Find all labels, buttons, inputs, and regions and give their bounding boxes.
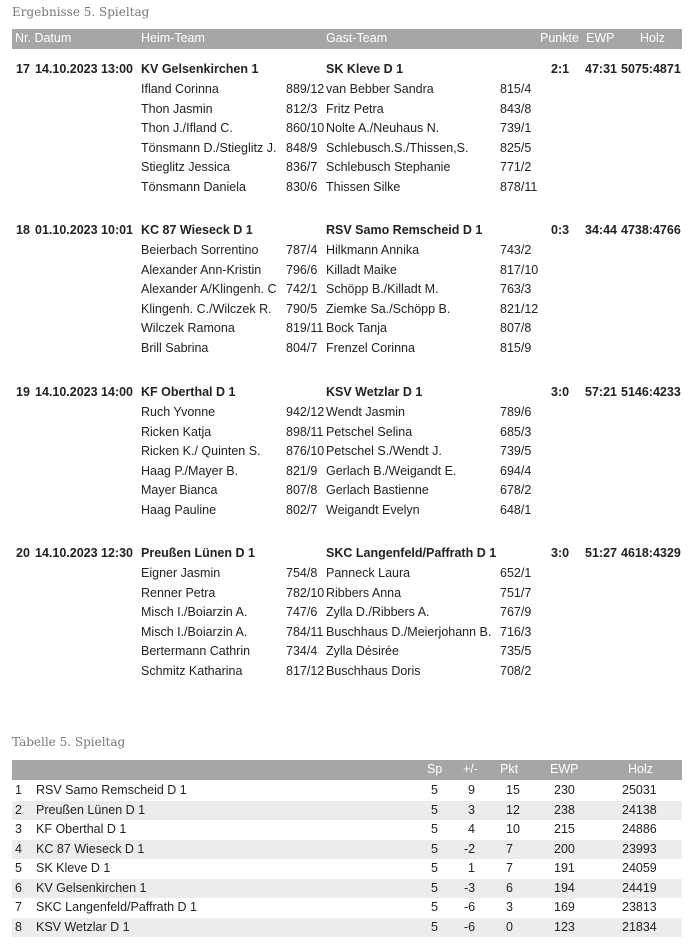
game-ewp: 57:21 <box>585 385 617 399</box>
away-player: Panneck Laura <box>326 566 411 580</box>
home-player-score: 812/3 <box>286 101 318 116</box>
away-player: Buschhaus D./Meierjohann B. <box>326 624 492 639</box>
away-player: Hilkmann Annika <box>326 243 420 257</box>
holz: 21834 <box>622 919 657 934</box>
home-player: Alexander Ann-Kristin <box>141 262 262 277</box>
game-date: 14.10.2023 12:30 <box>35 546 134 560</box>
home-team: Preußen Lünen D 1 <box>141 546 255 560</box>
rank: 2 <box>15 802 22 817</box>
home-player: Ricken Katja <box>141 424 212 439</box>
away-player-score: 767/9 <box>500 605 532 619</box>
away-player-score: 789/6 <box>500 405 532 419</box>
away-player-score: 825/5 <box>500 140 532 155</box>
game-holz: 5075:4871 <box>621 62 681 76</box>
home-player: Misch I./Boiarzin A. <box>141 605 248 619</box>
rank: 1 <box>15 783 22 797</box>
home-player: Renner Petra <box>141 585 216 600</box>
home-player-score: 790/5 <box>286 301 318 316</box>
games-played: 5 <box>431 822 438 836</box>
game-nr: 17 <box>16 62 30 76</box>
rank: 7 <box>15 900 22 914</box>
away-team: KSV Wetzlar D 1 <box>326 385 423 399</box>
col-gast-team: Gast-Team <box>326 31 388 45</box>
home-team: KV Gelsenkirchen 1 <box>141 62 259 76</box>
game-block <box>0 223 692 383</box>
games-played: 5 <box>431 880 438 895</box>
col-diff: +/- <box>463 762 478 776</box>
home-player-score: 819/11 <box>286 321 324 335</box>
home-player-score: 754/8 <box>286 566 318 580</box>
table-title: Tabelle 5. Spieltag <box>12 735 126 749</box>
rank: 5 <box>15 861 22 875</box>
away-player: Killadt Maike <box>326 262 397 277</box>
home-player-score: 860/10 <box>286 121 325 135</box>
home-player-score: 742/1 <box>286 282 318 296</box>
col-sp: Sp <box>427 762 443 776</box>
home-player-score: 836/7 <box>286 160 318 174</box>
games-played: 5 <box>431 783 438 797</box>
game-ewp: 47:31 <box>585 62 617 76</box>
points: 3 <box>506 900 513 914</box>
home-player-score: 821/9 <box>286 463 318 478</box>
game-holz: 4738:4766 <box>621 223 681 237</box>
game-nr: 20 <box>16 546 30 560</box>
table-header <box>12 760 682 780</box>
game-date: 14.10.2023 14:00 <box>35 385 134 399</box>
away-player-score: 751/7 <box>500 585 532 600</box>
home-player-score: 898/11 <box>286 424 324 439</box>
holz: 24419 <box>622 880 657 895</box>
col-holz: Holz <box>640 31 666 45</box>
away-player-score: 807/8 <box>500 321 532 335</box>
away-team: RSV Samo Remscheid D 1 <box>326 223 483 237</box>
home-player: Bertermann Cathrin <box>141 644 251 658</box>
table-row <box>12 879 682 898</box>
rank: 8 <box>15 919 22 934</box>
goal-diff: -2 <box>464 841 476 856</box>
points: 7 <box>506 841 513 856</box>
away-player-score: 685/3 <box>500 424 532 439</box>
games-played: 5 <box>431 802 438 817</box>
home-player: Thon J./Ifland C. <box>141 121 233 135</box>
away-player: Buschhaus Doris <box>326 663 421 678</box>
home-player-score: 734/4 <box>286 644 318 658</box>
game-date: 01.10.2023 10:01 <box>35 223 134 237</box>
away-team: SK Kleve D 1 <box>326 62 404 76</box>
home-team: KC 87 Wieseck D 1 <box>141 223 253 237</box>
away-player-score: 878/11 <box>500 179 538 194</box>
home-team: KF Oberthal D 1 <box>141 385 236 399</box>
team-name: SK Kleve D 1 <box>36 861 111 875</box>
goal-diff: 3 <box>468 802 475 817</box>
results-header <box>12 29 682 49</box>
ewp: 169 <box>554 900 575 914</box>
ewp: 200 <box>554 841 575 856</box>
holz: 23993 <box>622 841 657 856</box>
holz: 24059 <box>622 861 657 875</box>
game-nr: 18 <box>16 223 30 237</box>
away-player-score: 694/4 <box>500 463 532 478</box>
team-name: KF Oberthal D 1 <box>36 822 127 836</box>
game-block <box>0 546 692 706</box>
away-player: Zylla Désirée <box>326 644 399 658</box>
away-player: Wendt Jasmin <box>326 405 405 419</box>
table-row <box>12 801 682 820</box>
away-player: Gerlach Bastienne <box>326 483 429 497</box>
col-nr-datum: Nr. Datum <box>15 31 72 45</box>
holz: 25031 <box>622 783 657 797</box>
holz: 23813 <box>622 900 657 914</box>
goal-diff: 9 <box>468 783 475 797</box>
col-heim-team: Heim-Team <box>141 31 205 45</box>
home-player: Beierbach Sorrentino <box>141 243 259 257</box>
home-player: Tönsmann D./Stieglitz J. <box>141 140 277 155</box>
goal-diff: -6 <box>464 900 476 914</box>
games-played: 5 <box>431 900 438 914</box>
col-ewp-table: EWP <box>550 762 579 776</box>
game-points: 3:0 <box>551 385 570 399</box>
home-player-score: 747/6 <box>286 605 318 619</box>
away-player: Schöpp B./Killadt M. <box>326 282 439 296</box>
ewp: 123 <box>554 919 575 934</box>
table-row <box>12 859 682 878</box>
home-player: Misch I./Boiarzin A. <box>141 624 248 639</box>
away-player: Ziemke Sa./Schöpp B. <box>326 301 451 316</box>
points: 12 <box>506 802 520 817</box>
away-player-score: 815/4 <box>500 82 532 96</box>
table-row <box>12 781 682 800</box>
away-player-score: 743/2 <box>500 243 532 257</box>
home-player: Klingenh. C./Wilczek R. <box>141 301 272 316</box>
holz: 24138 <box>622 802 657 817</box>
away-player: Zylla D./Ribbers A. <box>326 605 430 619</box>
team-name: SKC Langenfeld/Paffrath D 1 <box>36 900 197 914</box>
team-name: RSV Samo Remscheid D 1 <box>36 783 187 797</box>
home-player: Ifland Corinna <box>141 82 219 96</box>
home-player-score: 817/12 <box>286 663 325 678</box>
col-ewp: EWP <box>586 31 615 45</box>
away-player-score: 735/5 <box>500 644 532 658</box>
points: 0 <box>506 919 513 934</box>
games-played: 5 <box>431 861 438 875</box>
home-player-score: 796/6 <box>286 262 318 277</box>
away-player-score: 843/8 <box>500 101 532 116</box>
home-player-score: 802/7 <box>286 502 318 517</box>
away-player: Petschel S./Wendt J. <box>326 444 442 458</box>
away-player-score: 716/3 <box>500 624 532 639</box>
home-player: Mayer Bianca <box>141 483 218 497</box>
game-points: 0:3 <box>551 223 570 237</box>
col-pkt: Pkt <box>500 762 519 776</box>
away-player-score: 763/3 <box>500 282 532 296</box>
game-ewp: 34:44 <box>585 223 617 237</box>
col-punkte: Punkte <box>540 31 579 45</box>
team-name: Preußen Lünen D 1 <box>36 802 146 817</box>
goal-diff: 4 <box>468 822 475 836</box>
game-points: 2:1 <box>551 62 570 76</box>
home-player: Brill Sabrina <box>141 340 209 355</box>
home-player-score: 784/11 <box>286 624 324 639</box>
away-player-score: 815/9 <box>500 340 532 355</box>
away-player: Thissen Silke <box>326 179 401 194</box>
away-player: Nolte A./Neuhaus N. <box>326 121 440 135</box>
home-player: Stieglitz Jessica <box>141 160 230 174</box>
home-player-score: 889/12 <box>286 82 325 96</box>
away-player-score: 739/1 <box>500 121 532 135</box>
rank: 3 <box>15 822 22 836</box>
away-player: Petschel Selina <box>326 424 413 439</box>
home-player: Ruch Yvonne <box>141 405 216 419</box>
game-nr: 19 <box>16 385 30 399</box>
ewp: 238 <box>554 802 575 817</box>
home-player-score: 942/12 <box>286 405 325 419</box>
rank: 6 <box>15 880 22 895</box>
away-player: Schlebusch.S./Thissen,S. <box>326 140 469 155</box>
game-points: 3:0 <box>551 546 570 560</box>
table-row <box>12 820 682 839</box>
team-name: KV Gelsenkirchen 1 <box>36 880 147 895</box>
results-title: Ergebnisse 5. Spieltag <box>12 5 150 19</box>
game-date: 14.10.2023 13:00 <box>35 62 134 76</box>
goal-diff: -3 <box>464 880 476 895</box>
ewp: 191 <box>554 861 575 875</box>
away-player-score: 708/2 <box>500 663 532 678</box>
away-player-score: 652/1 <box>500 566 532 580</box>
away-player-score: 821/12 <box>500 301 539 316</box>
goal-diff: -6 <box>464 919 476 934</box>
ewp: 194 <box>554 880 575 895</box>
points: 7 <box>506 861 513 875</box>
points: 15 <box>506 783 520 797</box>
away-player-score: 817/10 <box>500 262 539 277</box>
goal-diff: 1 <box>468 861 475 875</box>
home-player: Ricken K./ Quinten S. <box>141 444 261 458</box>
home-player: Haag Pauline <box>141 502 217 517</box>
game-holz: 4618:4329 <box>621 546 681 560</box>
games-played: 5 <box>431 919 438 934</box>
table-row <box>12 840 682 859</box>
away-player-score: 771/2 <box>500 160 532 174</box>
games-played: 5 <box>431 841 438 856</box>
away-player: Schlebusch Stephanie <box>326 160 451 174</box>
col-holz-table: Holz <box>628 762 654 776</box>
away-player: Ribbers Anna <box>326 585 402 600</box>
rank: 4 <box>15 841 22 856</box>
away-player: van Bebber Sandra <box>326 82 434 96</box>
away-player: Frenzel Corinna <box>326 340 415 355</box>
points: 6 <box>506 880 513 895</box>
away-player: Fritz Petra <box>326 101 384 116</box>
home-player-score: 830/6 <box>286 179 318 194</box>
ewp: 230 <box>554 783 575 797</box>
team-name: KSV Wetzlar D 1 <box>36 919 130 934</box>
game-ewp: 51:27 <box>585 546 617 560</box>
away-player: Bock Tanja <box>326 321 387 335</box>
team-name: KC 87 Wieseck D 1 <box>36 841 145 856</box>
holz: 24886 <box>622 822 657 836</box>
home-player: Haag P./Mayer B. <box>141 463 239 478</box>
away-player-score: 739/5 <box>500 444 532 458</box>
home-player-score: 804/7 <box>286 340 318 355</box>
game-block <box>0 385 692 545</box>
table-row <box>12 918 682 937</box>
home-player: Tönsmann Daniela <box>141 179 246 194</box>
home-player-score: 807/8 <box>286 483 318 497</box>
away-player-score: 648/1 <box>500 502 532 517</box>
away-player-score: 678/2 <box>500 483 532 497</box>
home-player-score: 876/10 <box>286 444 325 458</box>
home-player: Eigner Jasmin <box>141 566 221 580</box>
game-holz: 5146:4233 <box>621 385 681 399</box>
home-player: Wilczek Ramona <box>141 321 235 335</box>
ewp: 215 <box>554 822 575 836</box>
home-player: Thon Jasmin <box>141 101 213 116</box>
away-player: Weigandt Evelyn <box>326 502 420 517</box>
home-player: Schmitz Katharina <box>141 663 243 678</box>
away-team: SKC Langenfeld/Paffrath D 1 <box>326 546 497 560</box>
game-block <box>0 62 692 222</box>
home-player: Alexander A/Klingenh. C <box>141 282 277 296</box>
home-player-score: 787/4 <box>286 243 318 257</box>
away-player: Gerlach B./Weigandt E. <box>326 463 457 478</box>
home-player-score: 782/10 <box>286 585 325 600</box>
home-player-score: 848/9 <box>286 140 318 155</box>
table-row <box>12 898 682 917</box>
points: 10 <box>506 822 520 836</box>
